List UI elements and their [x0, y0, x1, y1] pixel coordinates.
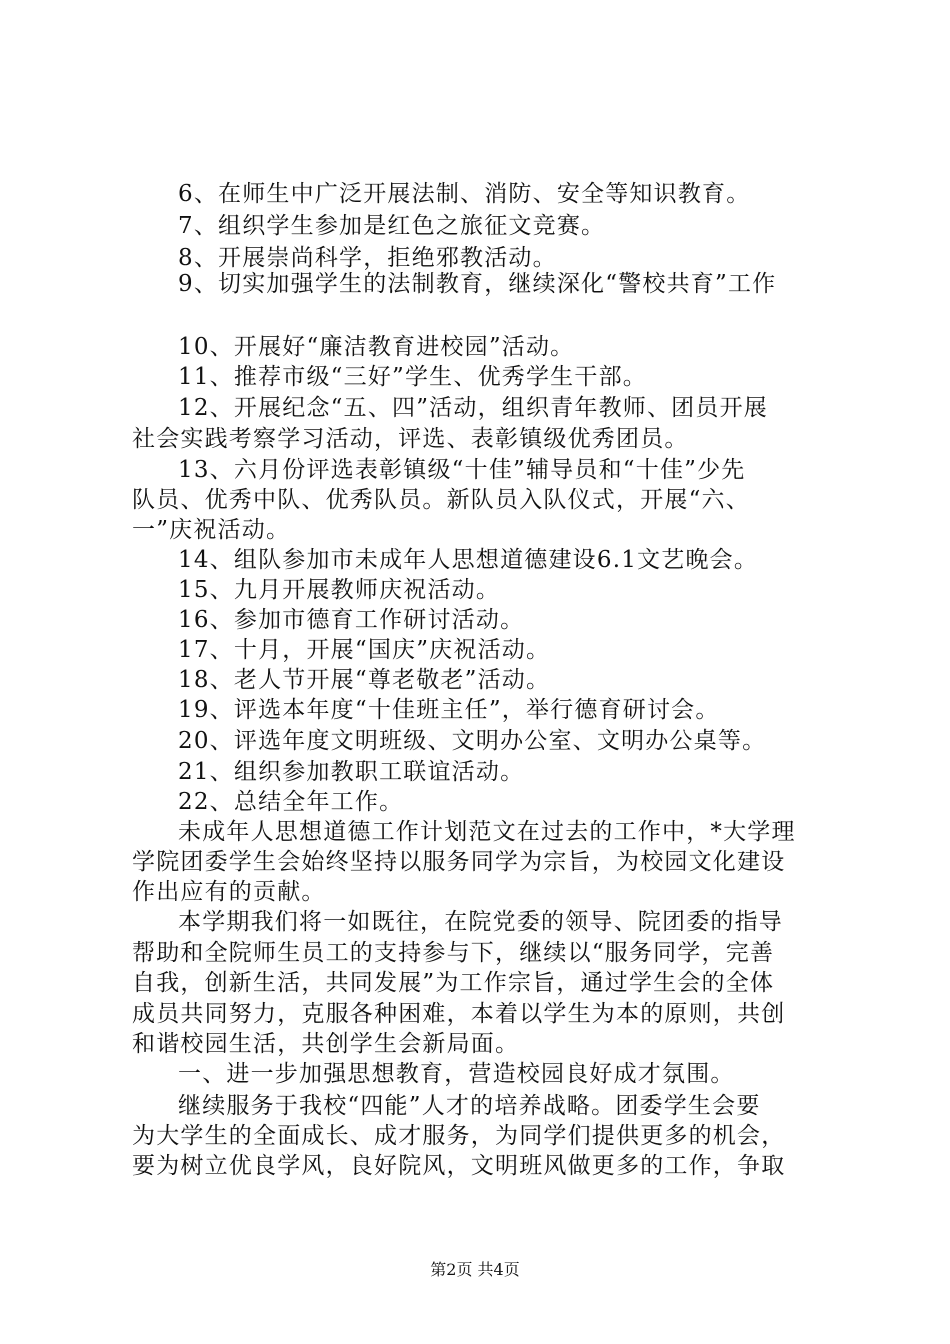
text-line: 成员共同努力，克服各种困难，本着以学生为本的原则，共创 [132, 1001, 786, 1027]
text-line: 为大学生的全面成长、成才服务，为同学们提供更多的机会， [132, 1123, 786, 1149]
text-line: 作出应有的贡献。 [132, 879, 326, 905]
text-line: 12、开展纪念“五、四”活动，组织青年教师、团员开展 [178, 395, 768, 421]
text-line: 社会实践考察学习活动，评选、表彰镇级优秀团员。 [132, 426, 689, 452]
text-line: 21、组织参加教职工联谊活动。 [178, 759, 525, 785]
text-line: 6、在师生中广泛开展法制、消防、安全等知识教育。 [178, 181, 751, 207]
text-line: 13、六月份评选表彰镇级“十佳”辅导员和“十佳”少先 [178, 457, 746, 483]
text-line: 18、老人节开展“尊老敬老”活动。 [178, 667, 551, 693]
text-line: 14、组队参加市未成年人思想道德建设6.1文艺晚会。 [178, 547, 759, 573]
text-line: 9、切实加强学生的法制教育，继续深化“警校共育”工作 [178, 271, 777, 297]
text-line: 8、开展崇尚科学，拒绝邪教活动。 [178, 245, 557, 271]
text-line: 10、开展好“廉洁教育进校园”活动。 [178, 334, 575, 360]
text-line: 11、推荐市级“三好”学生、优秀学生干部。 [178, 364, 647, 390]
text-line: 学院团委学生会始终坚持以服务同学为宗旨，为校园文化建设 [132, 849, 786, 875]
text-line: 22、总结全年工作。 [178, 789, 404, 815]
text-line: 一”庆祝活动。 [132, 517, 291, 543]
text-line: 和谐校园生活，共创学生会新局面。 [132, 1031, 520, 1057]
text-line: 自我，创新生活，共同发展”为工作宗旨，通过学生会的全体 [132, 970, 775, 996]
text-line: 要为树立优良学风，良好院风，文明班风做更多的工作，争取 [132, 1153, 786, 1179]
text-line: 队员、优秀中队、优秀队员。新队员入队仪式，开展“六、 [132, 487, 750, 513]
text-line: 16、参加市德育工作研讨活动。 [178, 607, 525, 633]
text-line: 帮助和全院师生员工的支持参与下，继续以“服务同学，完善 [132, 940, 775, 966]
text-line: 一、进一步加强思想教育，营造校园良好成才氛围。 [178, 1061, 735, 1087]
text-line: 15、九月开展教师庆祝活动。 [178, 577, 501, 603]
text-line: 本学期我们将一如既往，在院党委的领导、院团委的指导 [178, 909, 783, 935]
text-line: 19、评选本年度“十佳班主任”，举行德育研讨会。 [178, 697, 720, 723]
text-line: 7、组织学生参加是红色之旅征文竞赛。 [178, 213, 606, 239]
text-line: 20、评选年度文明班级、文明办公室、文明办公桌等。 [178, 728, 767, 754]
text-line: 未成年人思想道德工作计划范文在过去的工作中，*大学理 [178, 819, 796, 845]
text-line: 继续服务于我校“四能”人才的培养战略。团委学生会要 [178, 1093, 761, 1119]
page-number-footer: 第2页 共4页 [430, 1260, 520, 1279]
text-line: 17、十月，开展“国庆”庆祝活动。 [178, 637, 551, 663]
